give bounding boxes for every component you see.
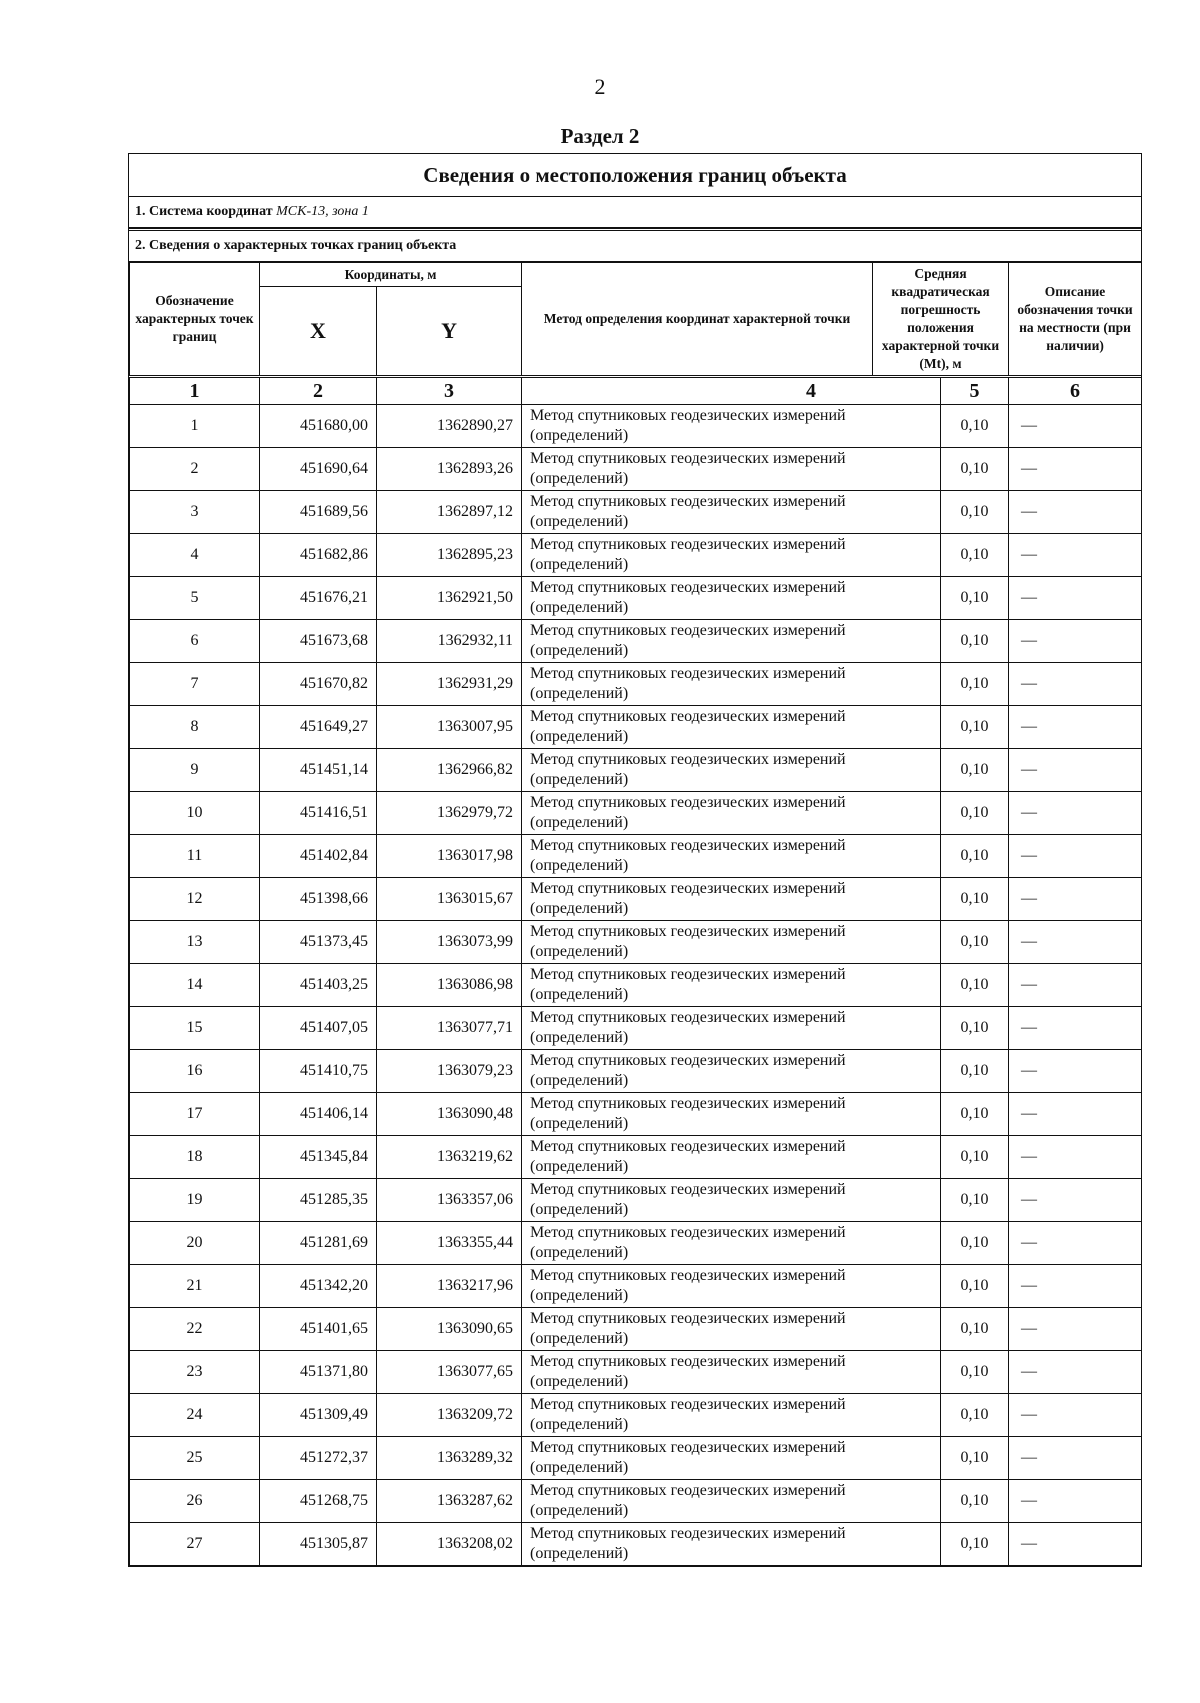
y-coordinate-cell: 1362921,50 <box>377 577 522 620</box>
y-coordinate-cell: 1363219,62 <box>377 1136 522 1179</box>
description-cell: — <box>1009 835 1142 878</box>
table-row <box>130 1351 1142 1394</box>
x-coordinate-cell: 451410,75 <box>260 1050 377 1093</box>
method-cell: Метод спутниковых геодезических измерений (определений) <box>522 1050 941 1093</box>
description-cell: — <box>1009 1437 1142 1480</box>
header-y: Y <box>377 287 522 377</box>
table-row <box>130 577 1142 620</box>
description-cell: — <box>1009 1351 1142 1394</box>
method-cell: Метод спутниковых геодезических измерений (определений) <box>522 1308 941 1351</box>
section-title: Раздел 2 <box>560 124 640 148</box>
y-coordinate-cell: 1362932,11 <box>377 620 522 663</box>
x-coordinate-cell: 451680,00 <box>260 405 377 448</box>
x-coordinate-cell: 451673,68 <box>260 620 377 663</box>
description-cell: — <box>1009 878 1142 921</box>
point-id-cell: 14 <box>130 964 260 1007</box>
description-cell: — <box>1009 1179 1142 1222</box>
y-coordinate-cell: 1362931,29 <box>377 663 522 706</box>
method-cell: Метод спутниковых геодезических измерений (определений) <box>522 620 941 663</box>
y-coordinate-cell: 1363079,23 <box>377 1050 522 1093</box>
point-id-cell: 25 <box>130 1437 260 1480</box>
description-cell: — <box>1009 1093 1142 1136</box>
point-id-cell: 8 <box>130 706 260 749</box>
mean-error-cell: 0,10 <box>941 1523 1009 1566</box>
point-id-cell: 12 <box>130 878 260 921</box>
description-cell: — <box>1009 448 1142 491</box>
x-coordinate-cell: 451451,14 <box>260 749 377 792</box>
x-coordinate-cell: 451281,69 <box>260 1222 377 1265</box>
table-row <box>130 1093 1142 1136</box>
mean-error-cell: 0,10 <box>941 749 1009 792</box>
x-coordinate-cell: 451373,45 <box>260 921 377 964</box>
description-cell: — <box>1009 1136 1142 1179</box>
header-description: Описание обозначения точки на местности (при наличии) <box>1009 263 1142 377</box>
point-id-cell: 11 <box>130 835 260 878</box>
point-id-cell: 7 <box>130 663 260 706</box>
point-id-cell: 1 <box>130 405 260 448</box>
mean-error-cell: 0,10 <box>941 964 1009 1007</box>
description-cell: — <box>1009 534 1142 577</box>
table-row <box>130 921 1142 964</box>
method-cell: Метод спутниковых геодезических измерений (определений) <box>522 663 941 706</box>
method-cell: Метод спутниковых геодезических измерений (определений) <box>522 1480 941 1523</box>
description-cell: — <box>1009 1007 1142 1050</box>
x-coordinate-cell: 451689,56 <box>260 491 377 534</box>
mean-error-cell: 0,10 <box>941 1351 1009 1394</box>
header-x: X <box>260 287 377 377</box>
method-cell: Метод спутниковых геодезических измерений (определений) <box>522 835 941 878</box>
description-cell: — <box>1009 1308 1142 1351</box>
point-id-cell: 19 <box>130 1179 260 1222</box>
x-coordinate-cell: 451285,35 <box>260 1179 377 1222</box>
table-row <box>130 706 1142 749</box>
table-row <box>130 534 1142 577</box>
coord-system-label: 1. Система координат <box>135 204 273 219</box>
point-id-cell: 6 <box>130 620 260 663</box>
y-coordinate-cell: 1363209,72 <box>377 1394 522 1437</box>
x-coordinate-cell: 451371,80 <box>260 1351 377 1394</box>
mean-error-cell: 0,10 <box>941 663 1009 706</box>
mean-error-cell: 0,10 <box>941 792 1009 835</box>
page-number: 2 <box>594 74 606 99</box>
mean-error-cell: 0,10 <box>941 1394 1009 1437</box>
description-cell: — <box>1009 491 1142 534</box>
mean-error-cell: 0,10 <box>941 1136 1009 1179</box>
x-coordinate-cell: 451272,37 <box>260 1437 377 1480</box>
table-row <box>130 1523 1142 1566</box>
table-row <box>130 405 1142 448</box>
y-coordinate-cell: 1363086,98 <box>377 964 522 1007</box>
coord-system-row <box>129 197 1141 228</box>
method-cell: Метод спутниковых геодезических измерений (определений) <box>522 1265 941 1308</box>
description-cell: — <box>1009 577 1142 620</box>
x-coordinate-cell: 451407,05 <box>260 1007 377 1050</box>
point-id-cell: 13 <box>130 921 260 964</box>
table-row <box>130 749 1142 792</box>
method-cell: Метод спутниковых геодезических измерений (определений) <box>522 448 941 491</box>
col-number-5: 5 <box>941 377 1009 405</box>
mean-error-cell: 0,10 <box>941 448 1009 491</box>
mean-error-cell: 0,10 <box>941 878 1009 921</box>
description-cell: — <box>1009 620 1142 663</box>
method-cell: Метод спутниковых геодезических измерений (определений) <box>522 706 941 749</box>
point-id-cell: 23 <box>130 1351 260 1394</box>
x-coordinate-cell: 451682,86 <box>260 534 377 577</box>
y-coordinate-cell: 1362890,27 <box>377 405 522 448</box>
y-coordinate-cell: 1362895,23 <box>377 534 522 577</box>
x-coordinate-cell: 451345,84 <box>260 1136 377 1179</box>
method-cell: Метод спутниковых геодезических измерений (определений) <box>522 878 941 921</box>
method-cell: Метод спутниковых геодезических измерений (определений) <box>522 921 941 964</box>
y-coordinate-cell: 1363015,67 <box>377 878 522 921</box>
point-id-cell: 24 <box>130 1394 260 1437</box>
x-coordinate-cell: 451268,75 <box>260 1480 377 1523</box>
point-id-cell: 20 <box>130 1222 260 1265</box>
y-coordinate-cell: 1362966,82 <box>377 749 522 792</box>
description-cell: — <box>1009 1480 1142 1523</box>
point-id-cell: 15 <box>130 1007 260 1050</box>
table-row <box>130 1437 1142 1480</box>
table-row <box>130 620 1142 663</box>
point-id-cell: 21 <box>130 1265 260 1308</box>
x-coordinate-cell: 451690,64 <box>260 448 377 491</box>
y-coordinate-cell: 1363090,48 <box>377 1093 522 1136</box>
mean-error-cell: 0,10 <box>941 1265 1009 1308</box>
mean-error-cell: 0,10 <box>941 405 1009 448</box>
mean-error-cell: 0,10 <box>941 1480 1009 1523</box>
method-cell: Метод спутниковых геодезических измерений (определений) <box>522 1437 941 1480</box>
y-coordinate-cell: 1363208,02 <box>377 1523 522 1566</box>
col-number-1: 1 <box>130 377 260 405</box>
col-number-3: 3 <box>377 377 522 405</box>
mean-error-cell: 0,10 <box>941 491 1009 534</box>
method-cell: Метод спутниковых геодезических измерений (определений) <box>522 1007 941 1050</box>
table-row <box>130 835 1142 878</box>
table-row <box>130 491 1142 534</box>
point-id-cell: 5 <box>130 577 260 620</box>
method-cell: Метод спутниковых геодезических измерений (определений) <box>522 749 941 792</box>
method-cell: Метод спутниковых геодезических измерений (определений) <box>522 491 941 534</box>
mean-error-cell: 0,10 <box>941 534 1009 577</box>
table-row <box>130 1050 1142 1093</box>
y-coordinate-cell: 1363017,98 <box>377 835 522 878</box>
x-coordinate-cell: 451401,65 <box>260 1308 377 1351</box>
mean-error-cell: 0,10 <box>941 1222 1009 1265</box>
method-cell: Метод спутниковых геодезических измерений (определений) <box>522 1179 941 1222</box>
table-row <box>130 1179 1142 1222</box>
table-row <box>130 1007 1142 1050</box>
table-row <box>130 1265 1142 1308</box>
point-id-cell: 18 <box>130 1136 260 1179</box>
mean-error-cell: 0,10 <box>941 835 1009 878</box>
y-coordinate-cell: 1362979,72 <box>377 792 522 835</box>
point-id-cell: 10 <box>130 792 260 835</box>
mean-error-cell: 0,10 <box>941 921 1009 964</box>
table-row <box>130 1222 1142 1265</box>
y-coordinate-cell: 1363077,71 <box>377 1007 522 1050</box>
mean-error-cell: 0,10 <box>941 577 1009 620</box>
header-method: Метод определения координат характерной точки <box>522 263 873 377</box>
points-table <box>129 262 1142 1566</box>
points-heading-text: 2. Сведения о характерных точках границ объекта <box>135 238 457 253</box>
boundary-info-block <box>128 153 1142 1567</box>
point-id-cell: 9 <box>130 749 260 792</box>
point-id-cell: 22 <box>130 1308 260 1351</box>
description-cell: — <box>1009 706 1142 749</box>
method-cell: Метод спутниковых геодезических измерений (определений) <box>522 534 941 577</box>
x-coordinate-cell: 451305,87 <box>260 1523 377 1566</box>
point-id-cell: 16 <box>130 1050 260 1093</box>
point-id-cell: 27 <box>130 1523 260 1566</box>
mean-error-cell: 0,10 <box>941 1437 1009 1480</box>
x-coordinate-cell: 451406,14 <box>260 1093 377 1136</box>
x-coordinate-cell: 451670,82 <box>260 663 377 706</box>
x-coordinate-cell: 451416,51 <box>260 792 377 835</box>
x-coordinate-cell: 451403,25 <box>260 964 377 1007</box>
y-coordinate-cell: 1363007,95 <box>377 706 522 749</box>
y-coordinate-cell: 1363073,99 <box>377 921 522 964</box>
y-coordinate-cell: 1363289,32 <box>377 1437 522 1480</box>
mean-error-cell: 0,10 <box>941 1308 1009 1351</box>
point-id-cell: 2 <box>130 448 260 491</box>
col-number-6: 6 <box>1009 377 1142 405</box>
method-cell: Метод спутниковых геодезических измерений (определений) <box>522 405 941 448</box>
y-coordinate-cell: 1362897,12 <box>377 491 522 534</box>
x-coordinate-cell: 451402,84 <box>260 835 377 878</box>
method-cell: Метод спутниковых геодезических измерений (определений) <box>522 792 941 835</box>
mean-error-cell: 0,10 <box>941 1179 1009 1222</box>
col-number-4: 4 <box>522 377 941 405</box>
header-point-designation: Обозначение характерных точек границ <box>130 263 260 377</box>
description-cell: — <box>1009 1394 1142 1437</box>
description-cell: — <box>1009 1523 1142 1566</box>
y-coordinate-cell: 1363090,65 <box>377 1308 522 1351</box>
table-row <box>130 878 1142 921</box>
method-cell: Метод спутниковых геодезических измерений (определений) <box>522 964 941 1007</box>
table-row <box>130 1480 1142 1523</box>
mean-error-cell: 0,10 <box>941 706 1009 749</box>
table-row <box>130 1136 1142 1179</box>
y-coordinate-cell: 1363077,65 <box>377 1351 522 1394</box>
x-coordinate-cell: 451342,20 <box>260 1265 377 1308</box>
y-coordinate-cell: 1363355,44 <box>377 1222 522 1265</box>
description-cell: — <box>1009 749 1142 792</box>
x-coordinate-cell: 451309,49 <box>260 1394 377 1437</box>
method-cell: Метод спутниковых геодезических измерений (определений) <box>522 1351 941 1394</box>
y-coordinate-cell: 1362893,26 <box>377 448 522 491</box>
point-id-cell: 17 <box>130 1093 260 1136</box>
points-heading <box>129 228 1141 262</box>
point-id-cell: 3 <box>130 491 260 534</box>
description-cell: — <box>1009 1265 1142 1308</box>
header-mean-error: Средняя квадратическая погрешность положения характерной точки (Mt), м <box>873 263 1009 377</box>
description-cell: — <box>1009 1050 1142 1093</box>
y-coordinate-cell: 1363217,96 <box>377 1265 522 1308</box>
mean-error-cell: 0,10 <box>941 1050 1009 1093</box>
y-coordinate-cell: 1363287,62 <box>377 1480 522 1523</box>
col-number-2: 2 <box>260 377 377 405</box>
block-title: Сведения о местоположения границ объекта <box>129 154 1141 197</box>
mean-error-cell: 0,10 <box>941 620 1009 663</box>
mean-error-cell: 0,10 <box>941 1007 1009 1050</box>
y-coordinate-cell: 1363357,06 <box>377 1179 522 1222</box>
x-coordinate-cell: 451398,66 <box>260 878 377 921</box>
description-cell: — <box>1009 1222 1142 1265</box>
method-cell: Метод спутниковых геодезических измерений (определений) <box>522 577 941 620</box>
description-cell: — <box>1009 964 1142 1007</box>
x-coordinate-cell: 451649,27 <box>260 706 377 749</box>
coord-system-value: МСК-13, зона 1 <box>276 204 369 219</box>
table-row <box>130 663 1142 706</box>
description-cell: — <box>1009 792 1142 835</box>
point-id-cell: 26 <box>130 1480 260 1523</box>
description-cell: — <box>1009 921 1142 964</box>
header-coordinates: Координаты, м <box>260 263 522 287</box>
x-coordinate-cell: 451676,21 <box>260 577 377 620</box>
method-cell: Метод спутниковых геодезических измерений (определений) <box>522 1394 941 1437</box>
description-cell: — <box>1009 663 1142 706</box>
table-row <box>130 964 1142 1007</box>
description-cell: — <box>1009 405 1142 448</box>
table-row <box>130 792 1142 835</box>
method-cell: Метод спутниковых геодезических измерений (определений) <box>522 1093 941 1136</box>
method-cell: Метод спутниковых геодезических измерений (определений) <box>522 1136 941 1179</box>
method-cell: Метод спутниковых геодезических измерений (определений) <box>522 1222 941 1265</box>
method-cell: Метод спутниковых геодезических измерений (определений) <box>522 1523 941 1566</box>
table-row <box>130 1394 1142 1437</box>
table-row <box>130 448 1142 491</box>
table-row <box>130 1308 1142 1351</box>
point-id-cell: 4 <box>130 534 260 577</box>
mean-error-cell: 0,10 <box>941 1093 1009 1136</box>
boundary-info-frame <box>128 153 1142 1567</box>
